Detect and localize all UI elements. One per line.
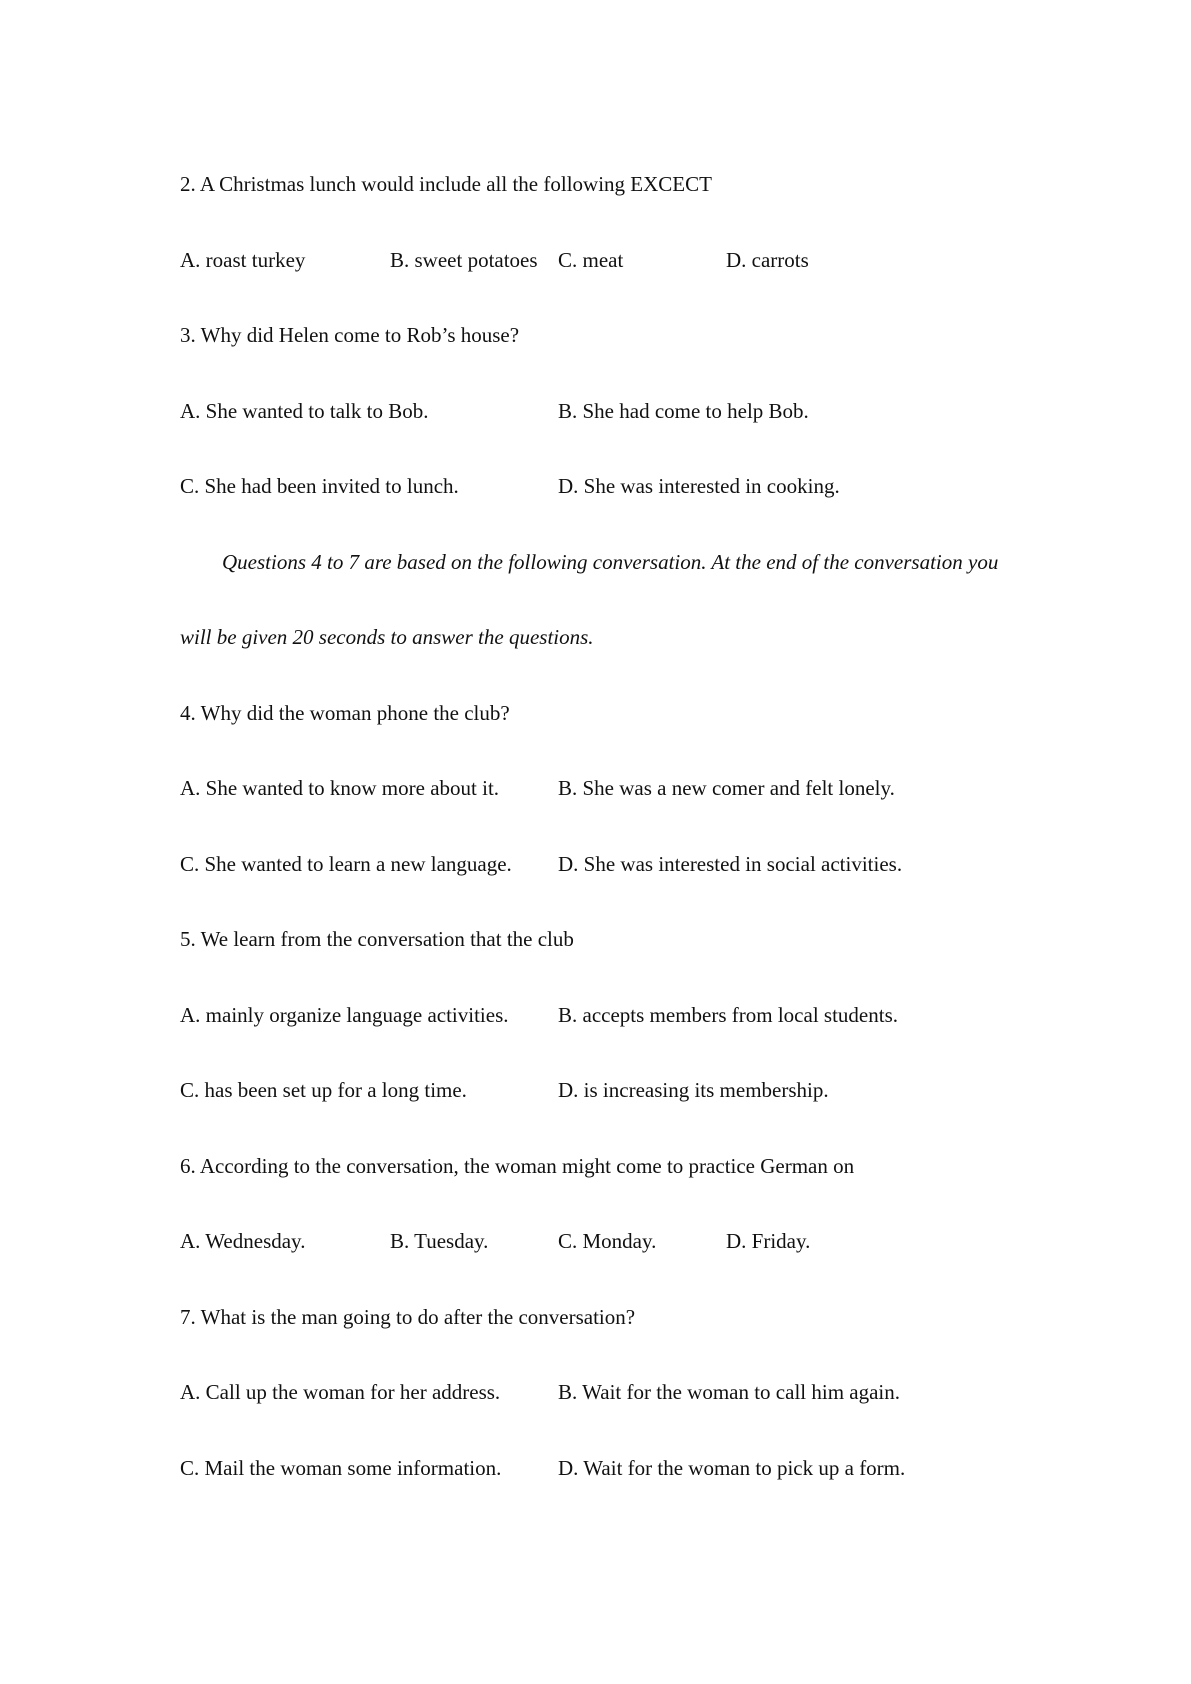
- question-3-stem: 3. Why did Helen come to Rob’s house?: [180, 323, 520, 347]
- question-5-stem: 5. We learn from the conversation that the club: [180, 927, 574, 951]
- question-6-stem: 6. According to the conversation, the woman might come to practice German on: [180, 1154, 855, 1178]
- question-3-option-a: A. She wanted to talk to Bob.: [180, 399, 429, 423]
- question-7-option-c: C. Mail the woman some information.: [180, 1456, 502, 1480]
- question-5-option-d: D. is increasing its membership.: [558, 1078, 829, 1102]
- question-7-option-b: B. Wait for the woman to call him again.: [558, 1380, 901, 1404]
- question-2-option-d: D. carrots: [726, 248, 809, 272]
- question-6-option-d: D. Friday.: [726, 1229, 811, 1253]
- question-5-option-c: C. has been set up for a long time.: [180, 1078, 467, 1102]
- section-instruction-line-2: will be given 20 seconds to answer the questions.: [180, 625, 594, 649]
- question-6-option-b: B. Tuesday.: [390, 1229, 489, 1253]
- question-3-option-c: C. She had been invited to lunch.: [180, 474, 459, 498]
- question-7-option-a: A. Call up the woman for her address.: [180, 1380, 501, 1404]
- question-7-option-d: D. Wait for the woman to pick up a form.: [558, 1456, 906, 1480]
- question-3-option-d: D. She was interested in cooking.: [558, 474, 840, 498]
- question-6-option-c: C. Monday.: [558, 1229, 657, 1253]
- question-3-option-b: B. She had come to help Bob.: [558, 399, 809, 423]
- question-4-option-b: B. She was a new comer and felt lonely.: [558, 776, 895, 800]
- question-7-stem: 7. What is the man going to do after the conversation?: [180, 1305, 636, 1329]
- question-6-option-a: A. Wednesday.: [180, 1229, 306, 1253]
- question-2-stem: 2. A Christmas lunch would include all the following EXCECT: [180, 172, 712, 196]
- question-2-option-b: B. sweet potatoes: [390, 248, 538, 272]
- question-4-stem: 4. Why did the woman phone the club?: [180, 701, 510, 725]
- question-4-option-a: A. She wanted to know more about it.: [180, 776, 500, 800]
- question-2-option-c: C. meat: [558, 248, 624, 272]
- question-4-option-d: D. She was interested in social activities.: [558, 852, 903, 876]
- question-2-option-a: A. roast turkey: [180, 248, 306, 272]
- question-4-option-c: C. She wanted to learn a new language.: [180, 852, 512, 876]
- section-instruction-line-1: Questions 4 to 7 are based on the following conversation. At the end of the conversation you: [222, 550, 999, 574]
- question-5-option-a: A. mainly organize language activities.: [180, 1003, 509, 1027]
- question-5-option-b: B. accepts members from local students.: [558, 1003, 898, 1027]
